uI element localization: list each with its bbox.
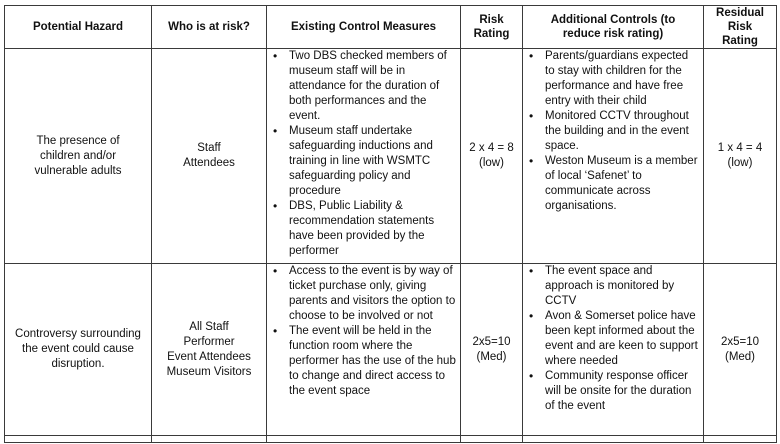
risk-assessment-table xyxy=(4,5,777,443)
who-at-risk-line: Museum Visitors xyxy=(166,365,252,378)
residual-rating-value: 2x5=10 xyxy=(720,335,760,348)
who-at-risk-line: Performer xyxy=(183,335,235,348)
table-row xyxy=(5,264,777,436)
risk-rating-level: (low) xyxy=(479,157,504,169)
header-risk-rating: Risk Rating xyxy=(461,6,523,49)
existing-controls-list xyxy=(267,49,460,259)
header-existing-controls: Existing Control Measures xyxy=(267,6,461,49)
list-item: • Two DBS checked members of museum staff will be in attendance for the duration of both performances and the event. xyxy=(267,49,460,124)
additional-controls-cell xyxy=(523,49,704,264)
table-header-row xyxy=(5,6,777,49)
empty-cell xyxy=(523,436,704,443)
residual-rating-level: (Med) xyxy=(724,350,756,363)
hazard-cell xyxy=(5,264,152,436)
residual-rating-value: 1 x 4 = 4 xyxy=(717,142,763,154)
risk-rating-level: (Med) xyxy=(476,350,507,363)
empty-cell xyxy=(461,436,523,443)
risk-rating-value: 2x5=10 xyxy=(472,335,511,348)
residual-rating-cell xyxy=(704,264,777,436)
list-item: • The event will be held in the function room where the performer has the use of the hub to change and direct access to the event space xyxy=(267,324,460,399)
header-residual-rating: Residual Risk Rating xyxy=(704,6,777,49)
hazard-cell xyxy=(5,49,152,264)
empty-cell xyxy=(267,436,461,443)
list-item: • Weston Museum is a member of local ‘Safenet’ to communicate across organisations. xyxy=(523,154,703,214)
header-potential-hazard: Potential Hazard xyxy=(5,6,152,49)
who-at-risk-cell xyxy=(152,264,267,436)
additional-controls-list xyxy=(523,49,703,214)
existing-controls-cell xyxy=(267,264,461,436)
additional-controls-cell xyxy=(523,264,704,436)
empty-cell xyxy=(5,436,152,443)
table-row-partial xyxy=(5,436,777,443)
who-at-risk-line: Event Attendees xyxy=(167,350,251,363)
who-at-risk-line: All Staff xyxy=(189,320,229,333)
list-item: • The event space and approach is monitored by CCTV xyxy=(523,264,703,309)
list-item: • Museum staff undertake safeguarding inductions and training in line with WSMTC safeguarding policy and procedure xyxy=(267,124,460,199)
empty-cell xyxy=(152,436,267,443)
who-at-risk-cell xyxy=(152,49,267,264)
list-item: • Community response officer will be onsite for the duration of the event xyxy=(523,369,703,414)
risk-rating-cell xyxy=(461,49,523,264)
existing-controls-list xyxy=(267,264,460,399)
who-at-risk-line: Staff xyxy=(197,142,221,154)
list-item: • Access to the event is by way of ticket purchase only, giving parents and visitors the option to choose to be involved or not xyxy=(267,264,460,324)
hazard-text: Controversy surrounding the event could cause disruption. xyxy=(15,328,141,370)
risk-rating-value: 2 x 4 = 8 xyxy=(469,142,514,154)
header-who-at-risk: Who is at risk? xyxy=(152,6,267,49)
risk-rating-cell xyxy=(461,264,523,436)
empty-cell xyxy=(704,436,777,443)
residual-rating-cell xyxy=(704,49,777,264)
list-item: • Monitored CCTV throughout the building and in the event space. xyxy=(523,109,703,154)
existing-controls-cell xyxy=(267,49,461,264)
who-at-risk-line: Attendees xyxy=(183,157,235,169)
residual-rating-level: (low) xyxy=(727,157,753,169)
additional-controls-list xyxy=(523,264,703,414)
hazard-text: The presence of children and/or vulnerable adults xyxy=(34,134,122,177)
list-item: • Avon & Somerset police have been kept informed about the event and are keen to support where needed xyxy=(523,309,703,369)
table-row xyxy=(5,49,777,264)
list-item: • DBS, Public Liability & recommendation statements have been provided by the performer xyxy=(267,199,460,259)
header-additional-controls: Additional Controls (to reduce risk rating) xyxy=(523,6,704,49)
list-item: • Parents/guardians expected to stay with children for the performance and have free entry with their child xyxy=(523,49,703,109)
